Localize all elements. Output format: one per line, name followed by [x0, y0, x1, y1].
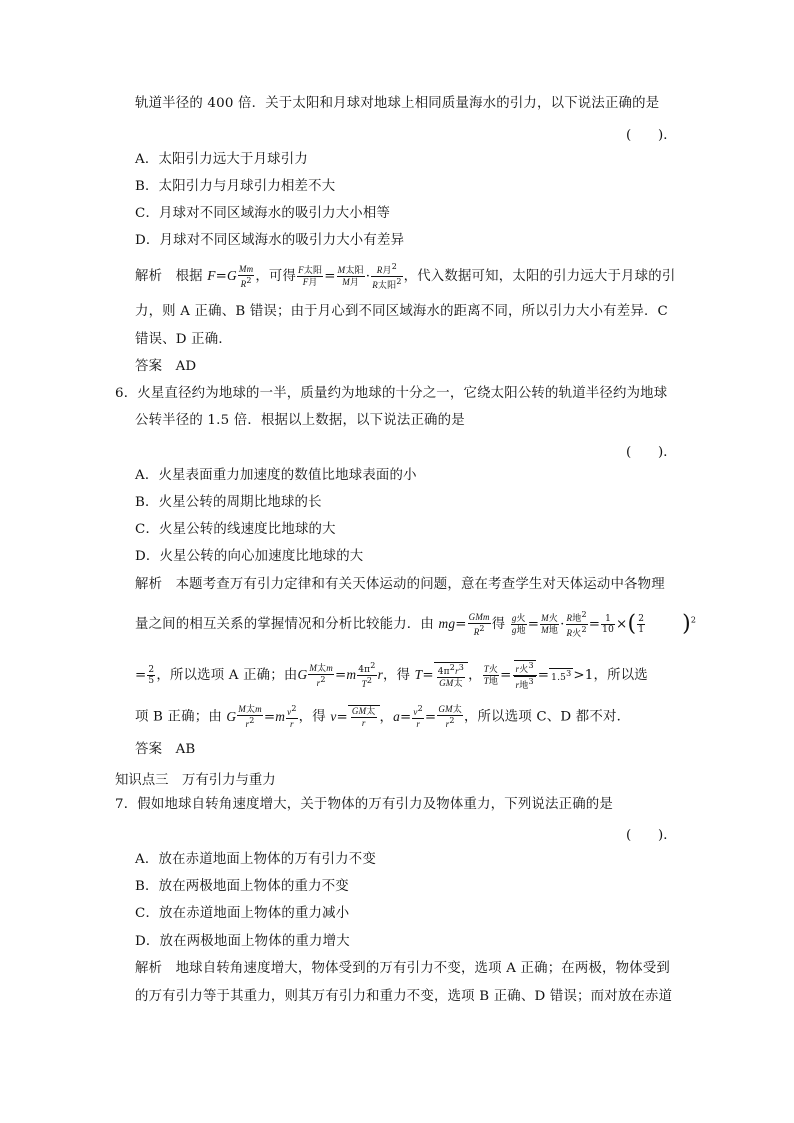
q6-option-b: B．火星公转的周期比地球的长 — [135, 495, 322, 510]
analysis-text: ，代入数据可知，太阳的引力远大于月球的引 — [403, 269, 676, 284]
formula-velocity: v= $\frac{\text{GM太}}{r}$ ，a= $\frac{v^2}{r}$ = $\frac{\text{GM太}}{r^2}$ — [330, 704, 462, 729]
analysis-text: ，得 — [298, 709, 326, 725]
q5-option-b: B．太阳引力与月球引力相差不大 — [135, 179, 336, 194]
answer-value: AD — [175, 359, 197, 374]
q6-analysis-line-4 — [135, 704, 630, 730]
formula-period-eq: G $\frac{\text{M太m}}{r^2}$ =m $\frac{4\pi^2}{T^2}$ r — [297, 661, 384, 689]
analysis-text: ，所以选 — [593, 668, 648, 683]
analysis-label: 解析 — [135, 961, 163, 976]
analysis-label: 解析 — [135, 269, 163, 284]
answer-label: 答案 — [135, 359, 163, 374]
analysis-text: ，得 — [383, 668, 411, 683]
formula-velocity-eq: G $\frac{\text{M太m}}{r^2}$ =m $\frac{v^2}{r}$ — [226, 704, 297, 729]
q6-stem-line-2: 公转半径的 1.5 倍．根据以上数据，以下说法正确的是 — [135, 413, 465, 428]
q5-analysis-line-1 — [135, 262, 675, 291]
q5-option-a: A．太阳引力远大于月球引力 — [135, 152, 308, 167]
section-heading: 知识点三 万有引力与重力 — [115, 773, 276, 788]
q6-stem-line-1: 6．火星直径约为地球的一半，质量约为地球的十分之一，它绕太阳公转的轨道半径约为地球 — [115, 386, 668, 401]
q6-option-a: A．火星表面重力加速度的数值比地球表面的小 — [135, 468, 417, 483]
q5-answer — [135, 358, 196, 376]
q6-analysis-line-3 — [135, 660, 648, 691]
analysis-text: 项 B 正确；由 — [135, 709, 222, 725]
q7-answer-bracket: ( )． — [626, 828, 677, 843]
analysis-text: 量之间的相互关系的掌握情况和分析比较能力．由 — [135, 617, 434, 632]
formula-period: T= $\frac{4\pi^2r^3}{\text{GM太}}$ ， $\frac{\text{T火}}{\text{T地}}$ = $\frac{r火^3}{r地^3}$ = $1.5^3 >1$ — [414, 661, 594, 691]
q5-analysis-line-3: 错误、D 正确． — [135, 332, 232, 347]
q6-answer-bracket: ( )． — [626, 445, 677, 460]
q6-option-d: D．火星公转的向心加速度比地球的大 — [135, 549, 364, 564]
analysis-text: 本题考查万有引力定律和有关天体运动的问题，意在考查学生对天体运动中各物理 — [175, 577, 665, 592]
q7-analysis-line-2: 的万有引力等于其重力，则其万有引力和重力不变，选项 B 正确、D 错误；而对放在赤道 — [135, 989, 673, 1004]
answer-value: AB — [175, 742, 196, 757]
q5-answer-bracket: ( )． — [626, 128, 677, 143]
formula-ratio-result: = $\frac{2}{5}$ — [135, 665, 155, 686]
analysis-text: 得 — [491, 617, 506, 632]
q5-analysis-line-2: 力，则 A 正确、B 错误；由于月心到不同区域海水的距离不同，所以引力大小有差异．C — [135, 304, 668, 319]
q5-option-d: D．月球对不同区域海水的吸引力大小有差异 — [135, 233, 405, 248]
answer-label: 答案 — [135, 742, 163, 757]
q7-option-b: B．放在两极地面上物体的重力不变 — [135, 879, 349, 894]
analysis-text: 地球自转角速度增大，物体受到的万有引力不变，选项 A 正确；在两极，物体受到 — [175, 961, 671, 976]
formula-g-ratio: $\frac{\text{g火}}{\text{g地}}$ = $\frac{\text{M火}}{\text{M地}}$ · $\frac{R地^2}{R火^2}$ = $\frac{1}{10}$ ×( $\frac{2}{1}$ )$^2$ — [511, 610, 697, 639]
analysis-text: ，可得 — [255, 269, 297, 284]
q7-analysis-line-1 — [135, 960, 670, 978]
q6-option-c: C．火星公转的线速度比地球的大 — [135, 522, 336, 537]
analysis-text: ，所以选项 A 正确；由 — [156, 668, 298, 683]
q7-option-d: D．放在两极地面上物体的重力增大 — [135, 934, 350, 949]
q6-analysis-line-1 — [135, 576, 665, 594]
q7-option-a: A．放在赤道地面上物体的万有引力不变 — [135, 852, 376, 867]
q7-option-c: C．放在赤道地面上物体的重力减小 — [135, 906, 350, 921]
q7-stem: 7．假如地球自转角速度增大，关于物体的万有引力及物体重力，下列说法正确的是 — [115, 797, 613, 812]
q6-analysis-line-2 — [135, 610, 696, 639]
formula-gravitation: F=G $\frac{Mm}{R^2}$ — [207, 263, 254, 289]
analysis-text: ，所以选项 C、D 都不对． — [463, 709, 631, 725]
analysis-label: 解析 — [135, 577, 163, 592]
formula-ratio: $\frac{\text{F太阳}}{\text{F月}}$ = $\frac{\text{M太阳}}{\text{M月}}$ · $\frac{R月^2}{R太阳^2}$ — [298, 262, 402, 291]
formula-surface-gravity: mg= $\frac{\text{GMm}}{R^2}$ — [438, 611, 490, 637]
analysis-text: 根据 — [175, 269, 203, 284]
q5-option-c: C．月球对不同区域海水的吸引力大小相等 — [135, 206, 391, 221]
q5-stem-continuation: 轨道半径的 400 倍．关于太阳和月球对地球上相同质量海水的引力，以下说法正确的是 — [135, 96, 660, 111]
q6-answer — [135, 741, 195, 759]
